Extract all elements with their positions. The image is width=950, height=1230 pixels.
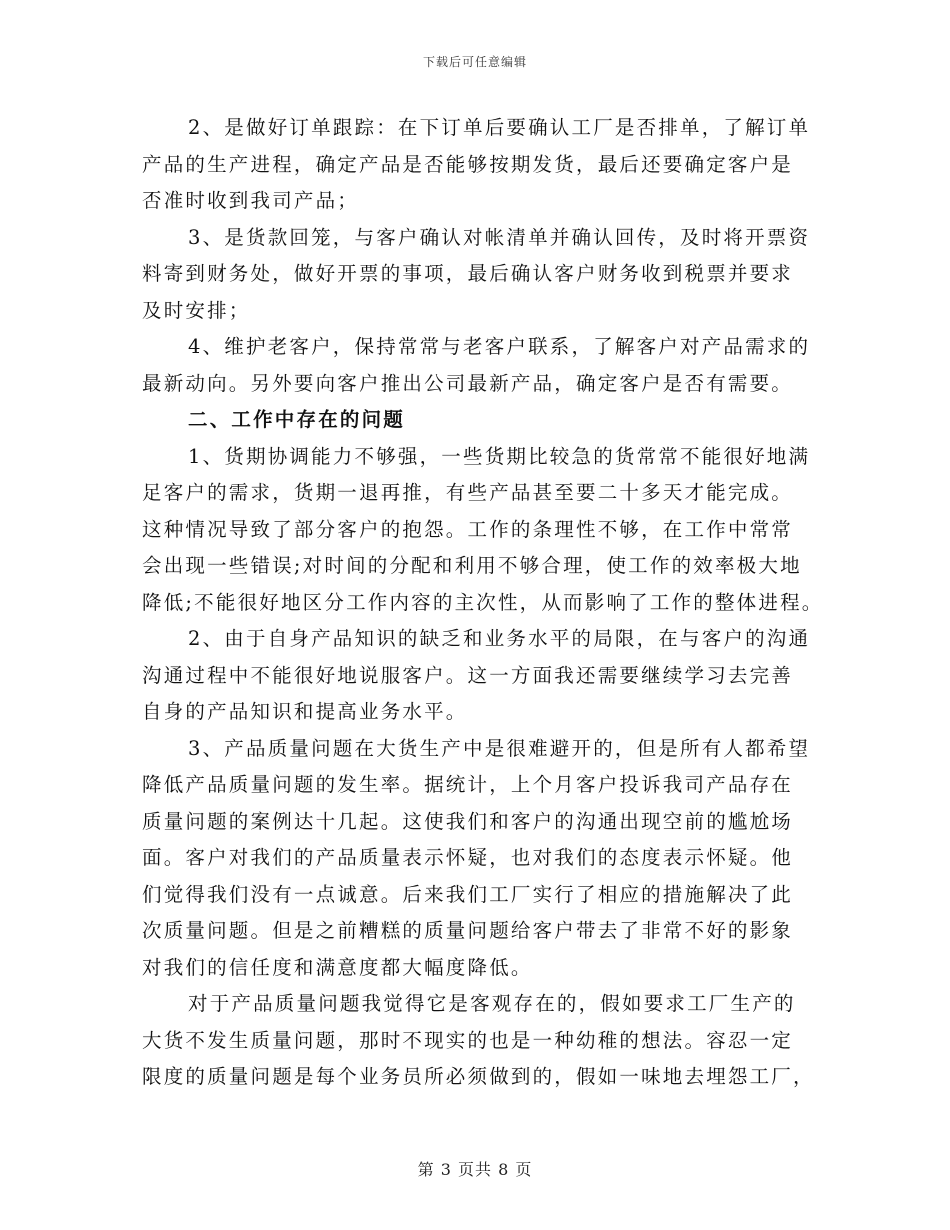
text-line: 产品的生产进程，确定产品是否能够按期发货，最后还要确定客户是 (142, 152, 794, 176)
text-line: 们觉得我们没有一点诚意。后来我们工厂实行了相应的措施解决了此 (142, 882, 794, 906)
text-line: 料寄到财务处，做好开票的事项，最后确认客户财务收到税票并要求 (142, 262, 794, 285)
text-line: 对我们的信任度和满意度都大幅度降低。 (142, 955, 533, 979)
text-line: 及时安排； (142, 298, 251, 322)
paragraph (142, 986, 815, 1096)
text-line: 对于产品质量问题我觉得它是客观存在的，假如要求工厂生产的 (188, 992, 796, 1015)
paragraph (142, 439, 824, 622)
text-line: 自身的产品知识和提高业务水平。 (142, 700, 468, 723)
page-footer: 第 3 页共 8 页 (417, 1160, 533, 1179)
paragraph (142, 731, 810, 987)
text-line: 降低;不能很好地区分工作内容的主次性，从而影响了工作的整体进程。 (142, 590, 824, 614)
text-line: 足客户的需求，货期一退再推，有些产品甚至要二十多天才能完成。 (142, 481, 794, 504)
text-line: 降低产品质量问题的发生率。据统计，上个月客户投诉我司产品存在 (142, 773, 794, 796)
text-line: 二、工作中存在的问题 (188, 408, 406, 431)
text-line: 最新动向。另外要向客户推出公司最新产品，确定客户是否有需要。 (142, 371, 794, 395)
text-line: 会出现一些错误;对时间的分配和利用不够合理，使工作的效率极大地 (142, 554, 802, 577)
text-line: 否准时收到我司产品； (142, 189, 360, 212)
document-body (142, 110, 824, 1096)
text-line: 3、产品质量问题在大货生产中是很难避开的，但是所有人都希望 (188, 736, 811, 760)
text-line: 2、是做好订单跟踪：在下订单后要确认工厂是否排单，了解订单 (188, 116, 811, 139)
text-line: 1、货期协调能力不够强，一些货期比较急的货常常不能很好地满 (188, 444, 811, 468)
text-line: 质量问题的案例达十几起。这使我们和客户的沟通出现空前的尴尬场 (142, 809, 794, 833)
paragraph (142, 329, 810, 402)
paragraph (142, 110, 810, 220)
text-line: 3、是货款回笼，与客户确认对帐清单并确认回传，及时将开票资 (188, 225, 811, 249)
text-line: 限度的质量问题是每个业务员所必须做到的，假如一味地去埋怨工厂， (142, 1065, 815, 1088)
text-line: 这种情况导致了部分客户的抱怨。工作的条理性不够，在工作中常常 (142, 517, 794, 541)
text-line: 2、由于自身产品知识的缺乏和业务水平的局限，在与客户的沟通 (188, 627, 811, 650)
text-line: 沟通过程中不能很好地说服客户。这一方面我还需要继续学习去完善 (142, 663, 794, 687)
text-line: 大货不发生质量问题，那时不现实的也是一种幼稚的想法。容忍一定 (142, 1028, 794, 1052)
text-line: 4、维护老客户，保持常常与老客户联系，了解客户对产品需求的 (188, 335, 811, 358)
text-line: 次质量问题。但是之前糟糕的质量问题给客户带去了非常不好的影象 (142, 919, 794, 942)
page-header: 下载后可任意编辑 (422, 55, 527, 69)
paragraph (142, 621, 810, 731)
paragraph (142, 220, 810, 330)
text-line: 面。客户对我们的产品质量表示怀疑，也对我们的态度表示怀疑。他 (142, 846, 794, 869)
section-heading (142, 402, 810, 439)
